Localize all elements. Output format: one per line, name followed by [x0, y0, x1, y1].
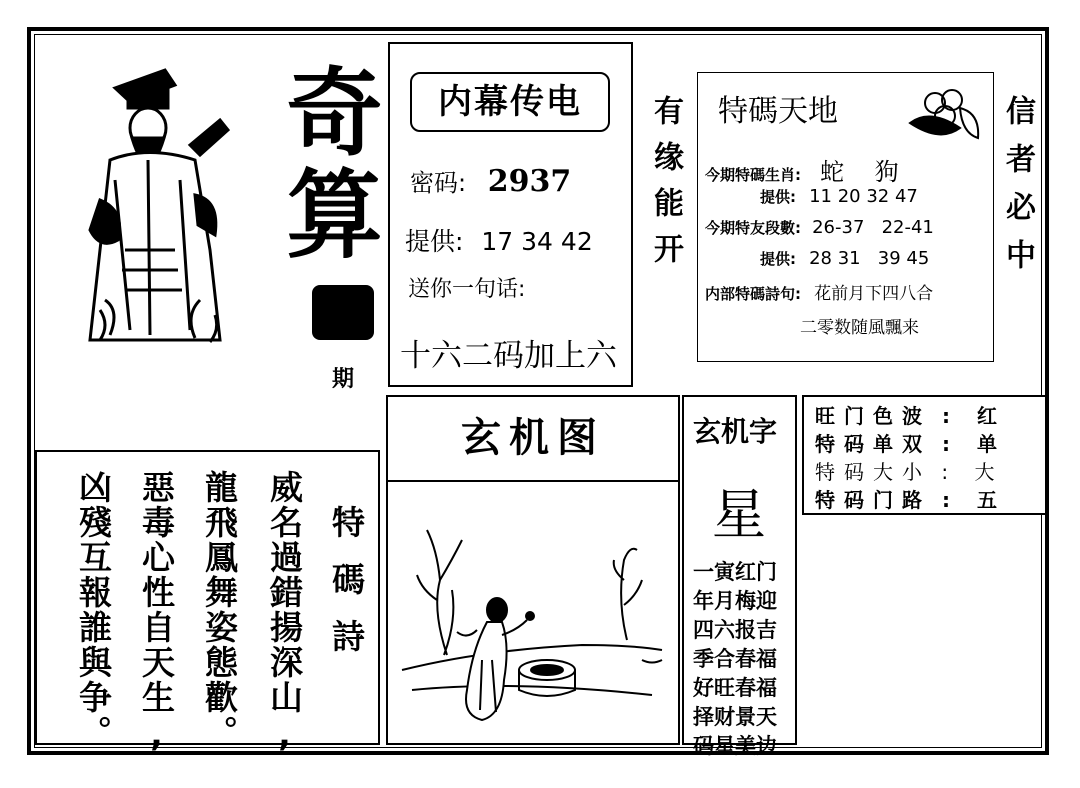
friend-label: 今期特友段數: [705, 219, 801, 237]
stats-sep: : [941, 488, 950, 512]
stats-list [815, 400, 997, 512]
tema-tiandi-title: 特碼天地 [718, 94, 838, 129]
poem-column: 凶殘互報誰與争。 [74, 470, 113, 750]
poem-row [705, 279, 933, 304]
provide-value: 17 34 42 [481, 227, 593, 256]
poem-column: 威名過錯揚深山, [265, 470, 304, 756]
stats-row [815, 456, 997, 484]
poem-title: 特碼詩 [327, 505, 366, 676]
stats-label: 特码门路 [815, 488, 931, 512]
stats-value: 五 [976, 488, 997, 512]
provide2-value: 28 31 39 45 [809, 248, 930, 269]
xuanji-zi-lines [693, 558, 777, 761]
code-value: 2937 [487, 164, 572, 199]
xuanji-zi-line: 一寅红门 [693, 560, 777, 584]
poem-line2: 二零数随風飄来 [800, 318, 919, 338]
stats-sep: : [941, 432, 950, 456]
sentence-text: 十六二码加上六 [400, 338, 617, 374]
stats-sep: : [941, 460, 949, 484]
stats-value: 单 [976, 432, 997, 456]
stats-row [815, 428, 997, 456]
provide-row [405, 222, 593, 258]
provide2-row [760, 248, 929, 269]
main-title-text: 奇算 [271, 62, 384, 266]
xuanji-zi-line: 季合春福 [693, 647, 777, 671]
issue-label: 期 [332, 367, 355, 392]
xuanji-tu-title-box [386, 395, 680, 482]
main-title [272, 62, 382, 272]
neimu-header [410, 72, 610, 132]
stats-row [815, 484, 997, 512]
provide-label: 提供: [405, 227, 464, 256]
provide1-value: 11 20 32 47 [809, 186, 918, 207]
poem-column: 龍飛鳳舞姿態歡。 [200, 470, 239, 750]
xuanji-zi-line: 择财景天 [693, 705, 777, 729]
provide1-label: 提供: [760, 188, 796, 206]
code-row [410, 163, 571, 199]
poem-column: 惡毒心性自天生, [137, 470, 176, 756]
stats-value: 红 [976, 404, 997, 428]
sentence-label: 送你一句话: [408, 277, 526, 302]
poem-line1: 花前月下四八合 [814, 284, 934, 304]
stats-value: 大 [974, 460, 995, 484]
friend-row [705, 217, 934, 238]
stats-row [815, 400, 997, 428]
stats-sep: : [941, 404, 950, 428]
zodiac-label: 今期特碼生肖: [705, 166, 801, 184]
xuanji-zi-title: 玄机字 [693, 415, 778, 448]
stats-label: 特码大小 [815, 460, 931, 484]
xuanji-zi-line: 好旺春福 [693, 676, 777, 700]
side-left-text: 有缘能开 [648, 95, 683, 279]
stats-label: 旺门色波 [815, 404, 931, 428]
zodiac-row [705, 152, 899, 187]
friend-value: 26-37 22-41 [812, 217, 934, 238]
side-right-text: 信者必中 [1000, 95, 1035, 287]
xuanji-illustration [392, 520, 672, 735]
provide1-row [760, 186, 918, 207]
xuanji-tu-title: 玄机图 [461, 415, 605, 461]
zodiac-value: 蛇 狗 [820, 158, 899, 186]
deity-illustration [70, 50, 250, 360]
neimu-header-text: 内幕传电 [438, 82, 582, 122]
xuanji-zi-char: 星 [712, 483, 766, 546]
xuanji-zi-line: 码星美边 [693, 734, 777, 758]
seal-block [312, 285, 374, 340]
xuanji-zi-line: 年月梅迎 [693, 589, 777, 613]
fruit-icon [900, 78, 985, 148]
code-label: 密码: [410, 169, 467, 197]
xuanji-zi-line: 四六报吉 [693, 618, 777, 642]
poem-label: 内部特碼詩句: [705, 285, 801, 303]
stats-label: 特码单双 [815, 432, 931, 456]
provide2-label: 提供: [760, 250, 796, 268]
